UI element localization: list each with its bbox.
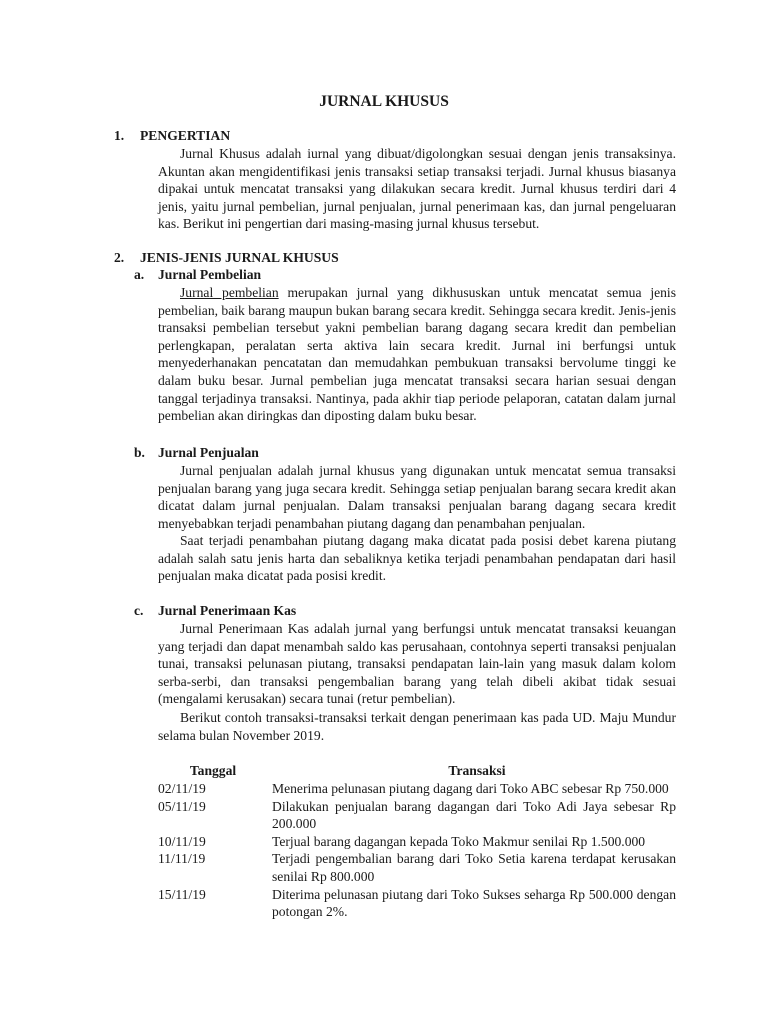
subsection-letter: b. [134,445,145,460]
section-title: PENGERTIAN [140,128,231,143]
table-header [158,762,676,780]
paragraph-jurnal-penjualan-2: Saat terjadi penambahan piutang dagang maka dicatat pada posisi debet karena piutang adalah salah satu jenis harta dan sebaliknya ketika terjadi penambahan pendapatan dari hasil penjualan maka dicatat pada posisi kredit. [158,533,676,584]
subsection-letter: c. [134,603,144,618]
paragraph-jurnal-penerimaan-kas-2: Berikut contoh transaksi-transaksi terkait dengan penerimaan kas pada UD. Maju Mundur selama bulan November 2019. [158,710,676,743]
paragraph-jurnal-penerimaan-kas-1: Jurnal Penerimaan Kas adalah jurnal yang berfungsi untuk mencatat transaksi keuangan yang terjadi dan dapat menambah saldo kas perusahaan, contohnya seperti transaksi penjualan tunai, transaksi pelunasan piutang, transaksi pendapatan lain-lain yang masuk dalam kolom serba-serbi, dan transaksi pengembalian barang yang telah dibeli akibat tidak sesuai (mengalami kerusakan) secara tunai (retur pembelian). [158,621,676,707]
subsection-letter: a. [134,267,145,282]
section-number: 1. [114,128,125,143]
row-date: 02/11/19 [158,781,206,796]
section-title: JENIS-JENIS JURNAL KHUSUS [140,250,339,265]
column-header-transaksi: Transaksi [448,763,506,778]
table-row [158,886,676,921]
row-transaction: Menerima pelunasan piutang dagang dari Toko ABC sebesar Rp 750.000 [272,781,669,796]
table-row [158,850,676,885]
subsection-title: Jurnal Penerimaan Kas [158,603,297,618]
page-title: JURNAL KHUSUS [319,93,449,110]
underlined-term: Jurnal pembelian [180,285,279,300]
subsection-title: Jurnal Penjualan [158,445,259,460]
row-date: 15/11/19 [158,886,206,902]
paragraph-pengertian: Jurnal Khusus adalah iurnal yang dibuat/digolongkan sesuai dengan jenis transaksinya. Akuntan akan mengidentifikasi jenis transaksi setiap transaksi terjadi. Jurnal khusus biasanya dipakai untuk mencatat transaksi yang dilakukan secara kredit. Jurnal khusus terdiri dari 4 jenis, yaitu jurnal pembelian, jurnal penjualan, jurnal penerimaan kas, dan jurnal pengeluaran kas. Berikut ini pengertian dari masing-masing jurnal khusus tersebut. [158,146,676,232]
paragraph-jurnal-pembelian [158,284,676,425]
table-row [158,833,676,851]
row-date: 11/11/19 [158,851,206,867]
row-date: 05/11/19 [158,798,206,814]
table-row [158,798,676,833]
transactions-table [158,762,676,921]
row-transaction: Terjual barang dagangan kepada Toko Makmur senilai Rp 1.500.000 [272,833,646,849]
table-row [158,780,676,798]
section-number: 2. [114,250,125,265]
row-transaction: Dilakukan penjualan barang dagangan dari Toko Adi Jaya sebesar Rp 200.000 [272,798,676,832]
paragraph-jurnal-penjualan-1: Jurnal penjualan adalah jurnal khusus yang digunakan untuk mencatat semua transaksi penjualan barang yang juga secara kredit. Sehingga setiap penjualan barang secara kredit akan dicatat dalam jurnal penjualan. Dalam transaksi penjualan barang dagang secara kredit menyebabkan terjadi penambahan piutang dagang dan penambahan penjualan. [158,463,676,531]
paragraph-text: merupakan jurnal yang dikhususkan untuk mencatat semua jenis pembelian, baik barang maupun bukan barang secara kredit. Sehingga secara kredit. Jenis-jenis transaksi pembelian tersebut yakni pembelian barang dagang secara kredit dan pembelian perlengkapan, peralatan serta aktiva lain secara kredit. Jurnal ini berfungsi untuk menyederhanakan pencatatan dan memudahkan pembukuan transaksi bervolume tinggi ke dalam buku besar. Jurnal pembelian juga mencatat transaksi secara harian sesuai dengan tanggal terjadinya transaksi. Nantinya, pada akhir tiap periode pelaporan, catatan dalam jurnal pembelian akan diringkas dan diposting dalam buku besar. [158,285,676,424]
column-header-tanggal: Tanggal [189,763,237,778]
row-transaction: Diterima pelunasan piutang dari Toko Sukses seharga Rp 500.000 dengan potongan 2%. [272,886,676,920]
row-transaction: Terjadi pengembalian barang dari Toko Setia karena terdapat kerusakan senilai Rp 800.000 [272,851,676,884]
subsection-title: Jurnal Pembelian [158,267,262,282]
row-date: 10/11/19 [158,833,206,849]
